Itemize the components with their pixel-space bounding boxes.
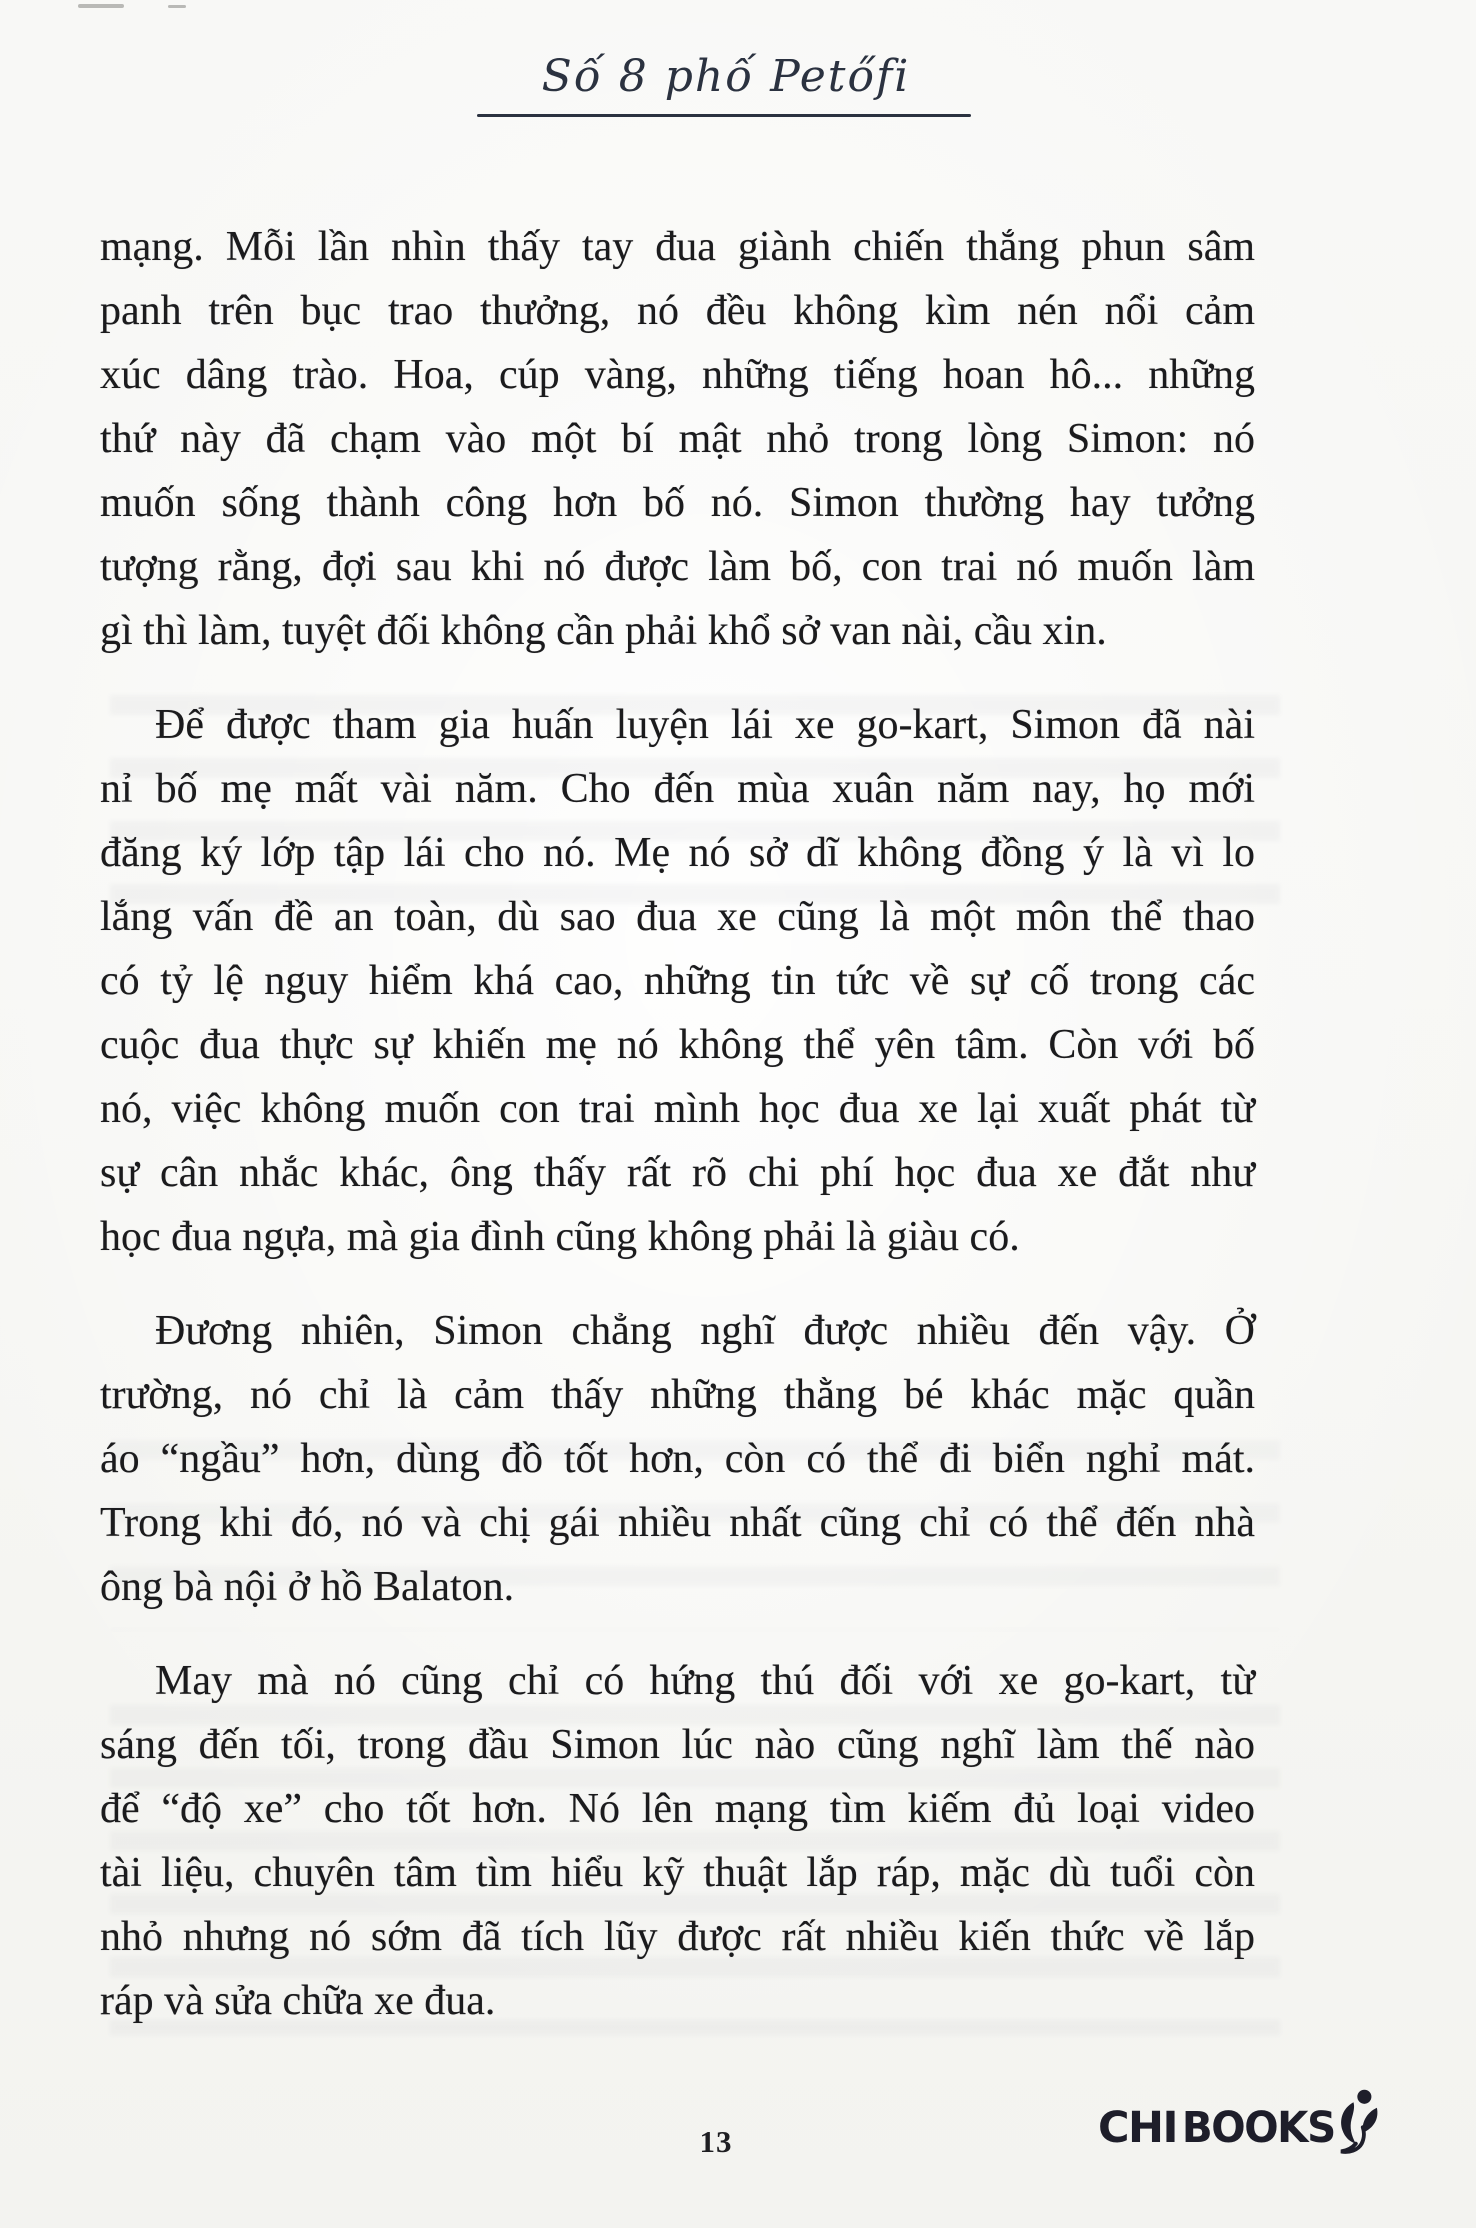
text-line: sự cân nhắc khác, ông thấy rất rõ chi phí học đua xe đắt như	[100, 1150, 1255, 1196]
text-line: trường, nó chỉ là cảm thấy những thằng bé khác mặc quần	[100, 1372, 1255, 1418]
scan-artifact	[78, 4, 124, 8]
page-number: 13	[699, 2124, 733, 2159]
text-line: nhỏ nhưng nó sớm đã tích lũy được rất nhiều kiến thức về lắp	[100, 1914, 1255, 1960]
text-line: áo “ngầu” hơn, dùng đồ tốt hơn, còn có thể đi biển nghỉ mát.	[100, 1436, 1255, 1482]
text-line: để “độ xe” cho tốt hơn. Nó lên mạng tìm kiếm đủ loại video	[100, 1786, 1255, 1832]
text-line: lắng vấn đề an toàn, dù sao đua xe cũng là một môn thể thao	[100, 894, 1255, 940]
sprouting-person-icon	[1330, 2088, 1380, 2154]
header-rule	[477, 114, 971, 117]
text-line: thứ này đã chạm vào một bí mật nhỏ trong lòng Simon: nó	[100, 416, 1255, 462]
chibooks-wordmark-books: BOOKS	[1181, 2102, 1335, 2153]
text-line: học đua ngựa, mà gia đình cũng không phải là giàu có.	[100, 1214, 1020, 1260]
text-line: mạng. Mỗi lần nhìn thấy tay đua giành chiến thắng phun sâm	[100, 224, 1255, 270]
text-line: tượng rằng, đợi sau khi nó được làm bố, con trai nó muốn làm	[100, 544, 1255, 590]
text-line: muốn sống thành công hơn bố nó. Simon thường hay tưởng	[100, 480, 1255, 526]
text-line: tài liệu, chuyên tâm tìm hiểu kỹ thuật lắp ráp, mặc dù tuổi còn	[100, 1850, 1255, 1896]
text-line: xúc dâng trào. Hoa, cúp vàng, những tiếng hoan hô... những	[100, 352, 1255, 398]
text-line: panh trên bục trao thưởng, nó đều không kìm nén nổi cảm	[100, 288, 1255, 334]
text-line: cuộc đua thực sự khiến mẹ nó không thể yên tâm. Còn với bố	[100, 1022, 1255, 1068]
text-line: nỉ bố mẹ mất vài năm. Cho đến mùa xuân năm nay, họ mới	[100, 766, 1255, 812]
scan-artifact	[168, 5, 186, 8]
paragraph	[100, 1299, 1255, 1619]
text-line: Đương nhiên, Simon chẳng nghĩ được nhiều đến vậy. Ở	[155, 1308, 1255, 1354]
text-line: ông bà nội ở hồ Balaton.	[100, 1564, 515, 1610]
page-header	[0, 46, 1476, 117]
text-line: sáng đến tối, trong đầu Simon lúc nào cũng nghĩ làm thế nào	[100, 1722, 1255, 1768]
text-line: May mà nó cũng chỉ có hứng thú đối với xe go-kart, từ	[155, 1658, 1255, 1704]
chibooks-logo	[1098, 2102, 1380, 2154]
chibooks-wordmark-chi: CHI	[1098, 2102, 1178, 2153]
text-line: đăng ký lớp tập lái cho nó. Mẹ nó sở dĩ không đồng ý là vì lo	[100, 830, 1255, 876]
text-line: gì thì làm, tuyệt đối không cần phải khổ sở van nài, cầu xin.	[100, 608, 1107, 654]
text-line: nó, việc không muốn con trai mình học đua xe lại xuất phát từ	[100, 1086, 1255, 1132]
chibooks-wordmark	[1098, 2102, 1340, 2153]
paragraph	[100, 693, 1255, 1269]
text-line: ráp và sửa chữa xe đua.	[100, 1978, 496, 2024]
paragraph	[100, 215, 1255, 663]
text-line: Để được tham gia huấn luyện lái xe go-kart, Simon đã nài	[155, 702, 1255, 748]
text-line: có tỷ lệ nguy hiểm khá cao, những tin tức về sự cố trong các	[100, 958, 1255, 1004]
body-text	[100, 215, 1255, 2033]
running-title: Số 8 phố Petőfi	[541, 51, 911, 102]
paragraph	[100, 1649, 1255, 2033]
text-line: Trong khi đó, nó và chị gái nhiều nhất cũng chỉ có thể đến nhà	[100, 1500, 1255, 1546]
